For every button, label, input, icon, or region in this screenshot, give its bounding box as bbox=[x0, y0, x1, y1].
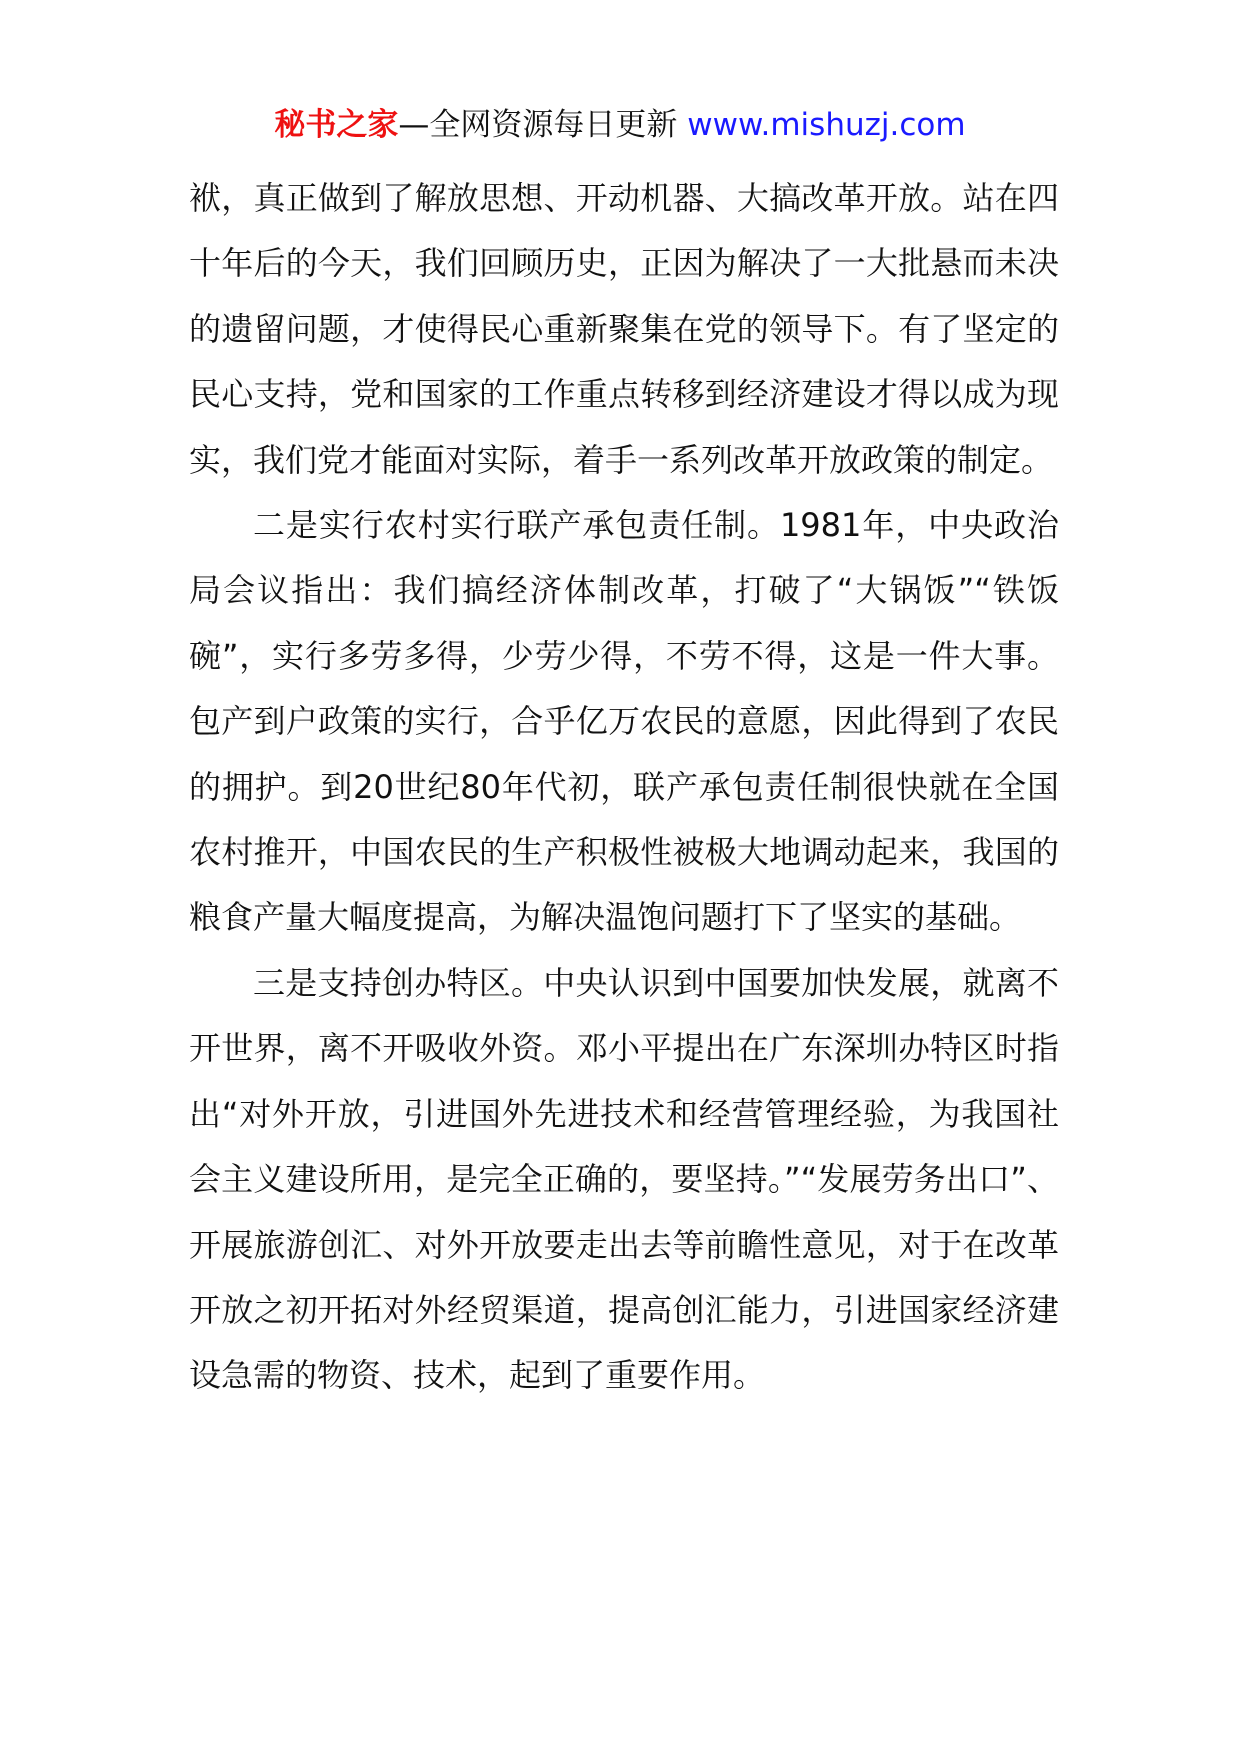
paragraph-rural-reform: 二是实行农村实行联产承包责任制。1981年，中央政治局会议指出：我们搞经济体制改革，打破了“大锅饭”“铁饭碗”，实行多劳多得，少劳少得，不劳不得，这是一件大事。包产到户政策的实行，合乎亿万农民的意愿，因此得到了农民的拥护。到20世纪80年代初，联产承包责任制很快就在全国农村推开，中国农民的生产积极性被极大地调动起来，我国的粮食产量大幅度提高，为解决温饱问题打下了坚实的基础。 bbox=[189, 506, 1059, 937]
paragraph-special-zones: 三是支持创办特区。中央认识到中国要加快发展，就离不开世界，离不开吸收外资。邓小平提出在广东深圳办特区时指出“对外开放，引进国外先进技术和经营管理经验，为我国社会主义建设所用，是完全正确的，要坚持。”“发展劳务出口”、开展旅游创汇、对外开放要走出去等前瞻性意见，对于在改革开放之初开拓对外经贸渠道，提高创汇能力，引进国家经济建设急需的物资、技术，起到了重要作用。 bbox=[189, 963, 1059, 1395]
header-brand: 秘书之家 bbox=[274, 107, 399, 143]
paragraph-continuation: 袱，真正做到了解放思想、开动机器、大搞改革开放。站在四十年后的今天，我们回顾历史，正因为解决了一大批悬而未决的遗留问题，才使得民心重新聚集在党的领导下。有了坚定的民心支持，党和国家的工作重点转移到经济建设才得以成为现实，我们党才能面对实际，着手一系列改革开放政策的制定。 bbox=[189, 179, 1059, 479]
page-header bbox=[0, 100, 1240, 150]
document-body bbox=[189, 166, 1059, 1409]
header-tagline: —全网资源每日更新 bbox=[398, 107, 678, 143]
header-url: www.mishuzj.com bbox=[687, 107, 966, 143]
